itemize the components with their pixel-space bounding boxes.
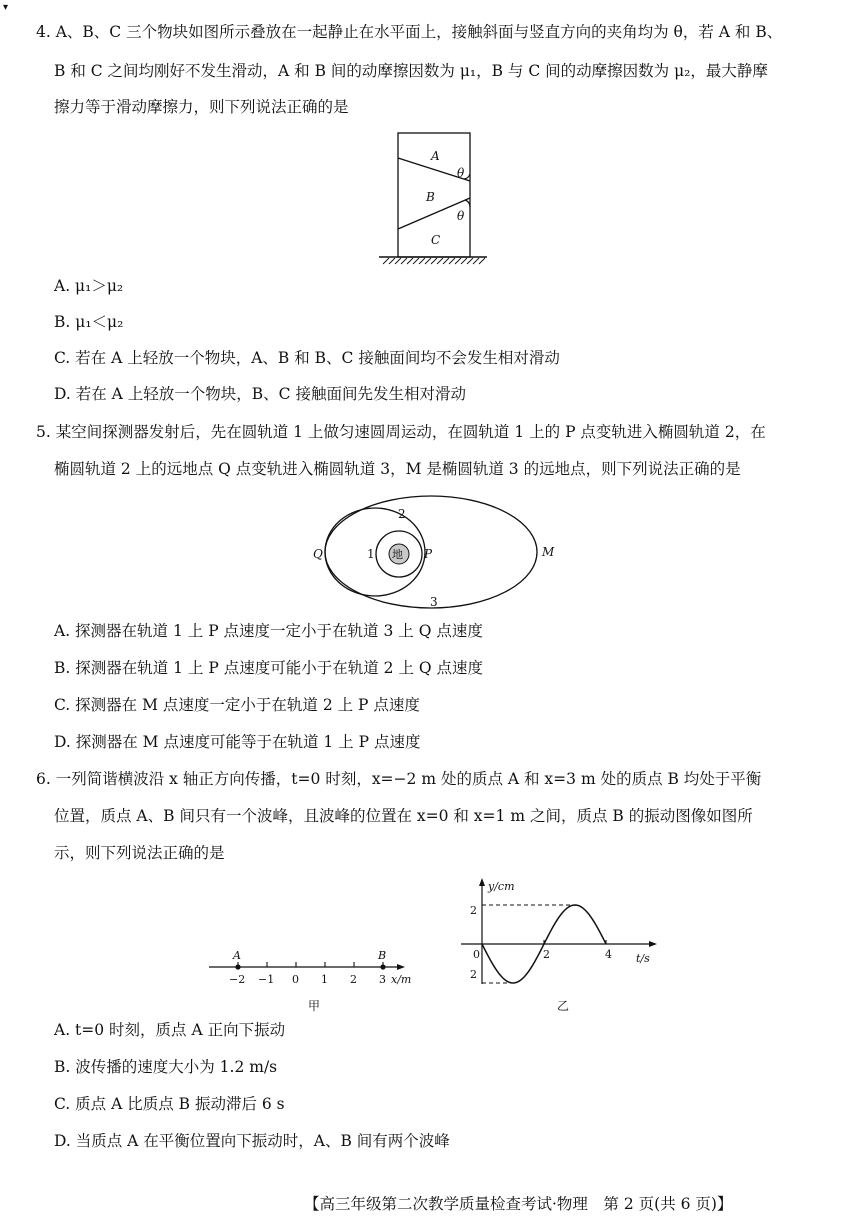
y-tick-bottom: 2 <box>470 968 477 981</box>
q5-option-c: C. 探测器在 M 点速度一定小于在轨道 2 上 P 点速度 <box>54 696 420 714</box>
q4-option-b: B. μ₁＜μ₂ <box>54 313 124 331</box>
orbit-1-label: 1 <box>367 547 375 561</box>
y-tick-top: 2 <box>470 904 477 917</box>
point-p-label: P <box>424 547 433 561</box>
x-tick-1: 1 <box>321 973 328 986</box>
q4-stem-line-1: 4. A、B、C 三个物块如图所示叠放在一起静止在水平面上，接触斜面与竖直方向的夹角均为 θ，若 A 和 B、 <box>36 23 783 41</box>
q5-option-a: A. 探测器在轨道 1 上 P 点速度一定小于在轨道 3 上 Q 点速度 <box>54 622 483 640</box>
q6-stem-line-3: 示，则下列说法正确的是 <box>54 844 225 862</box>
y-axis-arrow-icon <box>479 878 485 886</box>
earth-label: 地 <box>392 548 403 561</box>
q4-block-a-label: A <box>431 149 440 163</box>
orbit-2-ellipse <box>325 508 425 596</box>
page-footer: 【高三年级第二次教学质量检查考试·物理 第 2 页(共 6 页)】 <box>304 1195 733 1213</box>
orbit-2-label: 2 <box>398 507 406 521</box>
q6-figure-jia <box>205 940 425 1019</box>
x-axis-label: x/m <box>391 973 412 986</box>
t-tick-4-label: 4 <box>605 948 612 961</box>
q6-option-d: D. 当质点 A 在平衡位置向下振动时，A、B 间有两个波峰 <box>54 1132 450 1150</box>
q4-angle-label-2: θ <box>457 209 465 223</box>
q6-figure-yi <box>455 872 675 1021</box>
q4-option-c: C. 若在 A 上轻放一个物块，A、B 和 B、C 接触面间均不会发生相对滑动 <box>54 349 560 367</box>
q4-stem-line-2: B 和 C 之间均刚好不发生滑动，A 和 B 间的动摩擦因数为 μ₁，B 与 C 间的动摩擦因数为 μ₂，最大静摩 <box>54 62 768 80</box>
q4-ground-hatching <box>383 258 485 264</box>
t-axis-arrow-icon <box>649 941 657 947</box>
q4-block-figure <box>375 128 493 272</box>
q6-stem-line-1: 6. 一列简谐横波沿 x 轴正方向传播，t=0 时刻，x=−2 m 处的质点 A 和 x=3 m 处的质点 B 均处于平衡 <box>36 770 762 788</box>
q5-stem-line-2: 椭圆轨道 2 上的远地点 Q 点变轨进入椭圆轨道 3，M 是椭圆轨道 3 的远地点，则下列说法正确的是 <box>54 460 741 478</box>
x-tick-3: 3 <box>379 973 386 986</box>
x-tick-minus-2: −2 <box>229 973 246 986</box>
t-axis-label: t/s <box>636 952 650 965</box>
x-tick-minus-1: −1 <box>258 973 275 986</box>
q5-stem-line-1: 5. 某空间探测器发射后，先在圆轨道 1 上做匀速圆周运动，在圆轨道 1 上的 P 点变轨进入椭圆轨道 2，在 <box>36 423 766 441</box>
q4-angle-arc-2 <box>465 200 470 207</box>
point-b-dot <box>380 964 385 969</box>
q5-option-d: D. 探测器在 M 点速度可能等于在轨道 1 上 P 点速度 <box>54 733 421 751</box>
q6-option-b: B. 波传播的速度大小为 1.2 m/s <box>54 1058 278 1076</box>
x-axis-arrow-icon <box>397 964 405 970</box>
point-a-dot <box>235 964 240 969</box>
figure-jia-caption: 甲 <box>308 999 321 1013</box>
q6-stem-line-2: 位置，质点 A、B 间只有一个波峰，且波峰的位置在 x=0 和 x=1 m 之间，质点 B 的振动图像如图所 <box>54 807 753 825</box>
point-b-label: B <box>378 949 387 962</box>
q4-angle-label-1: θ <box>457 166 465 180</box>
q6-option-a: A. t=0 时刻，质点 A 正向下振动 <box>54 1021 286 1039</box>
point-a-label: A <box>233 949 241 962</box>
x-tick-2: 2 <box>350 973 357 986</box>
q5-orbit-figure <box>305 490 565 619</box>
point-q-label: Q <box>313 547 323 561</box>
figure-yi-caption: 乙 <box>557 999 570 1013</box>
y-axis-label: y/cm <box>488 880 515 893</box>
q4-stem-line-3: 擦力等于滑动摩擦力，则下列说法正确的是 <box>54 98 349 116</box>
x-axis-ticks <box>238 962 383 967</box>
q4-option-a: A. μ₁＞μ₂ <box>54 277 124 295</box>
origin-label: 0 <box>473 948 480 961</box>
q5-option-b: B. 探测器在轨道 1 上 P 点速度可能小于在轨道 2 上 Q 点速度 <box>54 659 484 677</box>
point-m-label: M <box>542 545 555 559</box>
q6-option-c: C. 质点 A 比质点 B 振动滞后 6 s <box>54 1095 285 1113</box>
q4-block-b-label: B <box>426 190 435 204</box>
q4-option-d: D. 若在 A 上轻放一个物块，B、C 接触面间先发生相对滑动 <box>54 385 466 403</box>
x-tick-0: 0 <box>292 973 299 986</box>
orbit-3-label: 3 <box>430 595 438 609</box>
t-tick-2-label: 2 <box>543 948 550 961</box>
q4-block-c-label: C <box>431 233 441 247</box>
corner-mark: ▾ <box>3 2 9 13</box>
q4-angle-arc-1 <box>464 174 470 179</box>
